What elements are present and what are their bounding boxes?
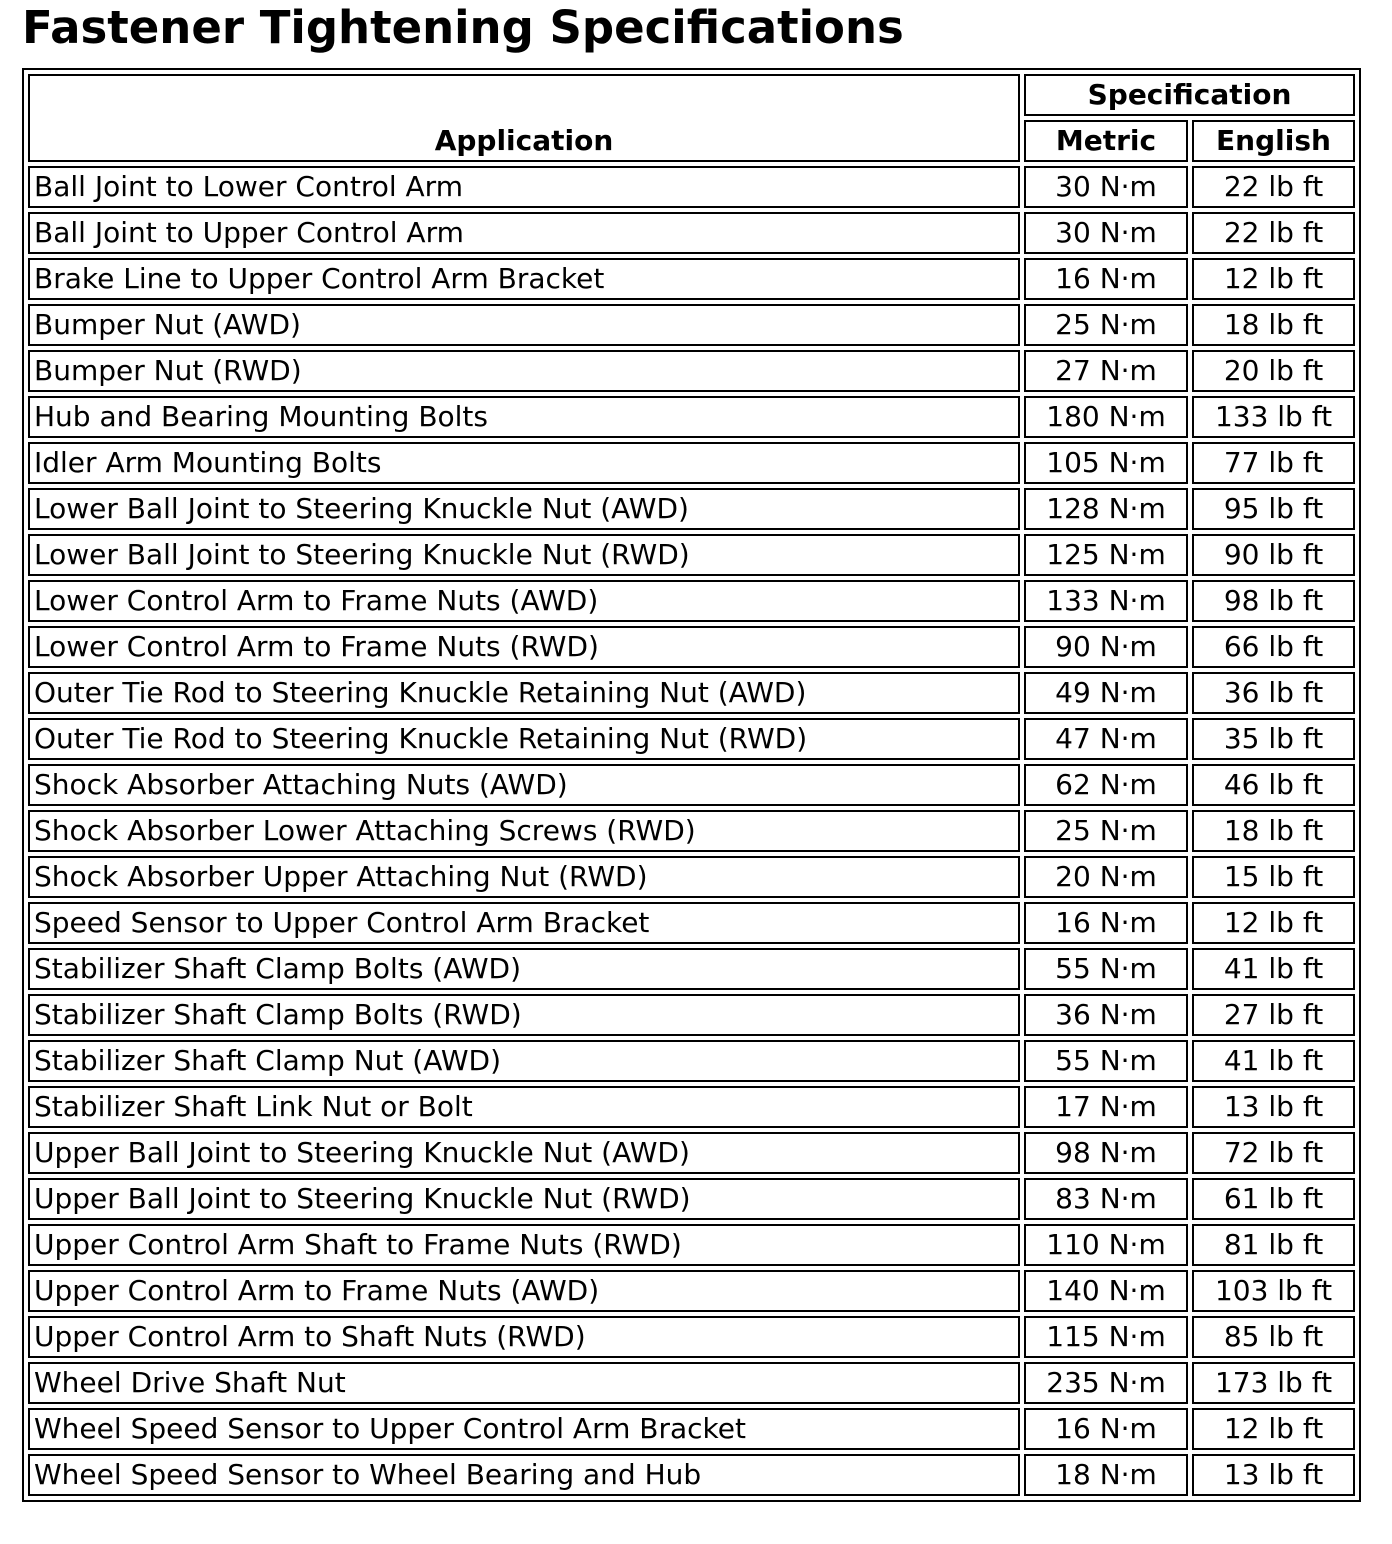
cell-english: 98 lb ft (1192, 580, 1355, 622)
cell-english: 20 lb ft (1192, 350, 1355, 392)
table-row (28, 810, 1355, 852)
cell-metric: 125 N·m (1024, 534, 1188, 576)
cell-metric: 180 N·m (1024, 396, 1188, 438)
cell-metric: 16 N·m (1024, 1408, 1188, 1450)
cell-application: Shock Absorber Upper Attaching Nut (RWD) (28, 856, 1020, 898)
table-body (28, 166, 1355, 1496)
cell-metric: 140 N·m (1024, 1270, 1188, 1312)
cell-metric: 49 N·m (1024, 672, 1188, 714)
header-metric: Metric (1024, 120, 1188, 162)
table-row (28, 1132, 1355, 1174)
cell-metric: 98 N·m (1024, 1132, 1188, 1174)
cell-application: Shock Absorber Attaching Nuts (AWD) (28, 764, 1020, 806)
header-row-top (28, 74, 1355, 116)
cell-application: Upper Ball Joint to Steering Knuckle Nut (AWD) (28, 1132, 1020, 1174)
table-row (28, 258, 1355, 300)
cell-application: Upper Ball Joint to Steering Knuckle Nut (RWD) (28, 1178, 1020, 1220)
cell-application: Idler Arm Mounting Bolts (28, 442, 1020, 484)
table-row (28, 672, 1355, 714)
cell-english: 13 lb ft (1192, 1454, 1355, 1496)
cell-english: 22 lb ft (1192, 166, 1355, 208)
cell-english: 15 lb ft (1192, 856, 1355, 898)
cell-metric: 133 N·m (1024, 580, 1188, 622)
cell-english: 90 lb ft (1192, 534, 1355, 576)
cell-metric: 110 N·m (1024, 1224, 1188, 1266)
cell-application: Bumper Nut (AWD) (28, 304, 1020, 346)
cell-metric: 83 N·m (1024, 1178, 1188, 1220)
cell-english: 66 lb ft (1192, 626, 1355, 668)
table-row (28, 396, 1355, 438)
cell-english: 22 lb ft (1192, 212, 1355, 254)
cell-english: 103 lb ft (1192, 1270, 1355, 1312)
cell-application: Ball Joint to Upper Control Arm (28, 212, 1020, 254)
cell-english: 12 lb ft (1192, 902, 1355, 944)
cell-english: 81 lb ft (1192, 1224, 1355, 1266)
table-header (28, 74, 1355, 162)
cell-metric: 27 N·m (1024, 350, 1188, 392)
table-row (28, 1178, 1355, 1220)
table-row (28, 1362, 1355, 1404)
cell-english: 95 lb ft (1192, 488, 1355, 530)
cell-english: 173 lb ft (1192, 1362, 1355, 1404)
cell-application: Outer Tie Rod to Steering Knuckle Retaining Nut (AWD) (28, 672, 1020, 714)
cell-application: Lower Ball Joint to Steering Knuckle Nut (RWD) (28, 534, 1020, 576)
cell-metric: 17 N·m (1024, 1086, 1188, 1128)
table-row (28, 764, 1355, 806)
cell-english: 41 lb ft (1192, 948, 1355, 990)
cell-metric: 18 N·m (1024, 1454, 1188, 1496)
table-row (28, 856, 1355, 898)
cell-application: Hub and Bearing Mounting Bolts (28, 396, 1020, 438)
cell-english: 13 lb ft (1192, 1086, 1355, 1128)
cell-english: 12 lb ft (1192, 258, 1355, 300)
cell-english: 27 lb ft (1192, 994, 1355, 1036)
cell-metric: 47 N·m (1024, 718, 1188, 760)
cell-metric: 55 N·m (1024, 948, 1188, 990)
cell-metric: 30 N·m (1024, 212, 1188, 254)
cell-english: 72 lb ft (1192, 1132, 1355, 1174)
cell-metric: 20 N·m (1024, 856, 1188, 898)
cell-metric: 115 N·m (1024, 1316, 1188, 1358)
cell-english: 133 lb ft (1192, 396, 1355, 438)
header-english: English (1192, 120, 1355, 162)
cell-application: Outer Tie Rod to Steering Knuckle Retaining Nut (RWD) (28, 718, 1020, 760)
cell-application: Speed Sensor to Upper Control Arm Bracket (28, 902, 1020, 944)
cell-metric: 25 N·m (1024, 810, 1188, 852)
table-row (28, 1316, 1355, 1358)
table-row (28, 1454, 1355, 1496)
cell-application: Shock Absorber Lower Attaching Screws (RWD) (28, 810, 1020, 852)
table-row (28, 1270, 1355, 1312)
cell-application: Ball Joint to Lower Control Arm (28, 166, 1020, 208)
cell-metric: 25 N·m (1024, 304, 1188, 346)
cell-application: Wheel Speed Sensor to Wheel Bearing and Hub (28, 1454, 1020, 1496)
table-row (28, 442, 1355, 484)
table-row (28, 1040, 1355, 1082)
cell-application: Brake Line to Upper Control Arm Bracket (28, 258, 1020, 300)
header-specification: Specification (1024, 74, 1355, 116)
cell-application: Bumper Nut (RWD) (28, 350, 1020, 392)
table-row (28, 166, 1355, 208)
fastener-spec-table (22, 68, 1361, 1502)
cell-english: 85 lb ft (1192, 1316, 1355, 1358)
table-row (28, 1408, 1355, 1450)
cell-application: Lower Control Arm to Frame Nuts (RWD) (28, 626, 1020, 668)
cell-english: 18 lb ft (1192, 810, 1355, 852)
header-application: Application (28, 74, 1020, 162)
cell-application: Wheel Speed Sensor to Upper Control Arm Bracket (28, 1408, 1020, 1450)
cell-metric: 16 N·m (1024, 902, 1188, 944)
cell-application: Lower Control Arm to Frame Nuts (AWD) (28, 580, 1020, 622)
cell-english: 77 lb ft (1192, 442, 1355, 484)
cell-metric: 62 N·m (1024, 764, 1188, 806)
cell-metric: 105 N·m (1024, 442, 1188, 484)
table-row (28, 488, 1355, 530)
table-row (28, 304, 1355, 346)
cell-application: Stabilizer Shaft Clamp Bolts (RWD) (28, 994, 1020, 1036)
cell-metric: 55 N·m (1024, 1040, 1188, 1082)
cell-metric: 128 N·m (1024, 488, 1188, 530)
cell-english: 12 lb ft (1192, 1408, 1355, 1450)
table-row (28, 534, 1355, 576)
table-row (28, 580, 1355, 622)
table-row (28, 1224, 1355, 1266)
cell-metric: 235 N·m (1024, 1362, 1188, 1404)
table-row (28, 994, 1355, 1036)
cell-english: 61 lb ft (1192, 1178, 1355, 1220)
table-row (28, 902, 1355, 944)
table-row (28, 948, 1355, 990)
cell-english: 18 lb ft (1192, 304, 1355, 346)
cell-application: Stabilizer Shaft Clamp Bolts (AWD) (28, 948, 1020, 990)
table-row (28, 1086, 1355, 1128)
cell-application: Upper Control Arm to Frame Nuts (AWD) (28, 1270, 1020, 1312)
cell-metric: 30 N·m (1024, 166, 1188, 208)
table-row (28, 718, 1355, 760)
cell-metric: 36 N·m (1024, 994, 1188, 1036)
cell-application: Upper Control Arm to Shaft Nuts (RWD) (28, 1316, 1020, 1358)
cell-english: 46 lb ft (1192, 764, 1355, 806)
cell-english: 36 lb ft (1192, 672, 1355, 714)
table-row (28, 350, 1355, 392)
cell-metric: 90 N·m (1024, 626, 1188, 668)
table-row (28, 212, 1355, 254)
cell-application: Lower Ball Joint to Steering Knuckle Nut (AWD) (28, 488, 1020, 530)
page-title: Fastener Tightening Specifications (22, 1, 904, 54)
cell-application: Upper Control Arm Shaft to Frame Nuts (RWD) (28, 1224, 1020, 1266)
cell-application: Stabilizer Shaft Clamp Nut (AWD) (28, 1040, 1020, 1082)
cell-english: 35 lb ft (1192, 718, 1355, 760)
cell-english: 41 lb ft (1192, 1040, 1355, 1082)
table-row (28, 626, 1355, 668)
cell-application: Stabilizer Shaft Link Nut or Bolt (28, 1086, 1020, 1128)
cell-metric: 16 N·m (1024, 258, 1188, 300)
cell-application: Wheel Drive Shaft Nut (28, 1362, 1020, 1404)
